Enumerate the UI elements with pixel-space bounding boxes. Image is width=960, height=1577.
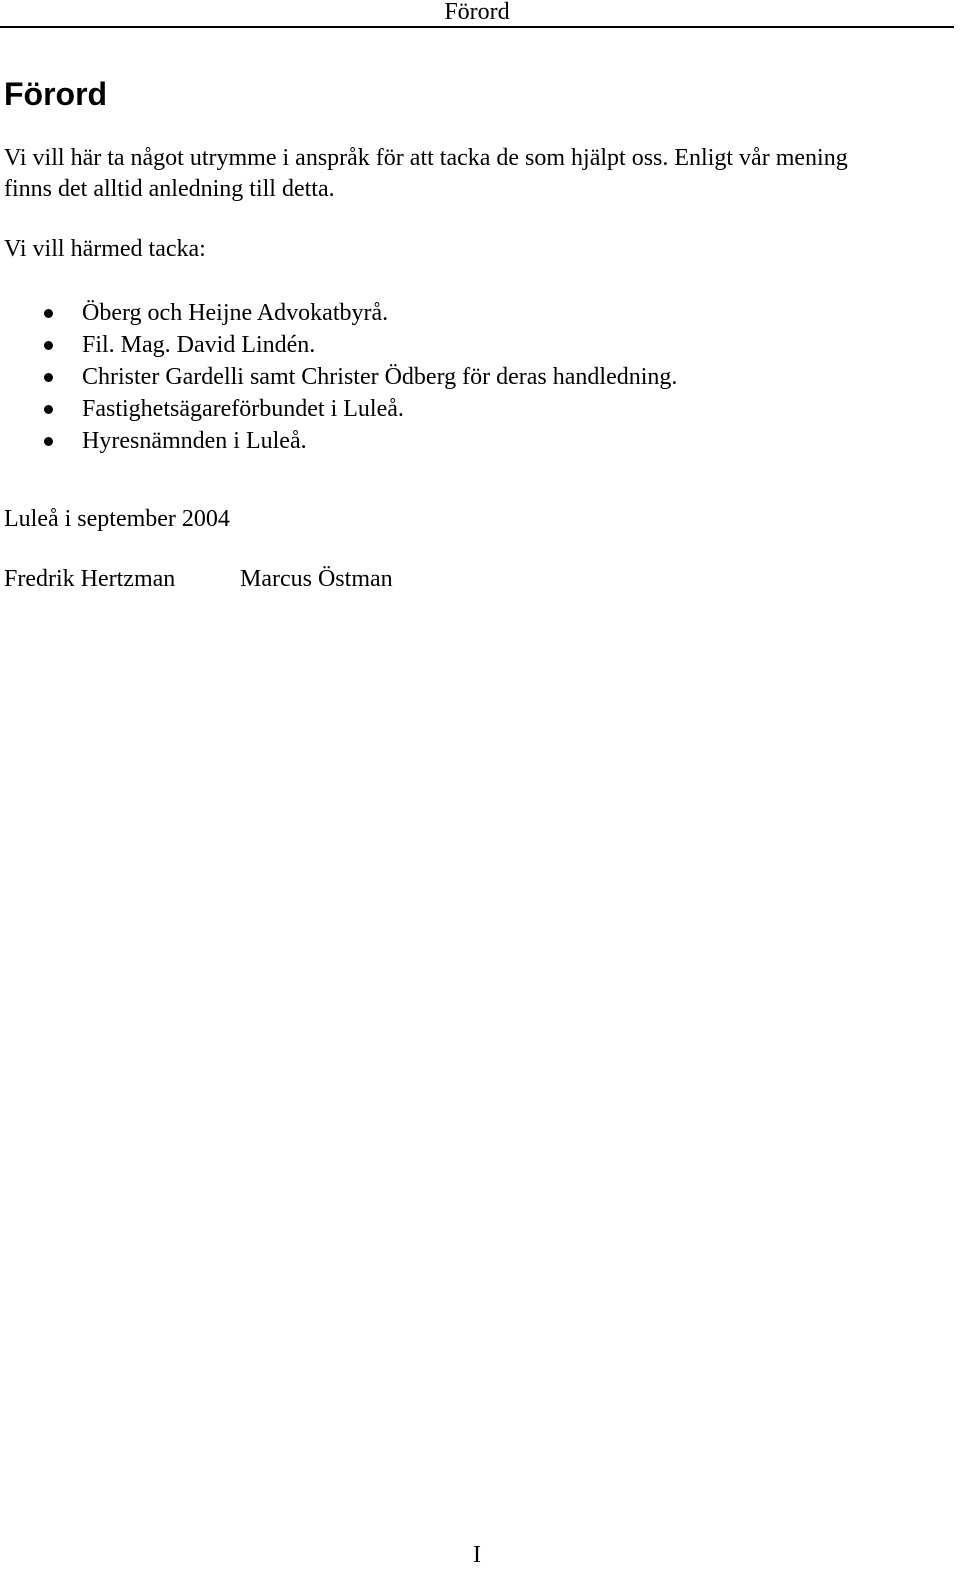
bullet-icon bbox=[44, 405, 53, 414]
thanks-list bbox=[0, 297, 677, 457]
intro-line: Vi vill här ta något utrymme i anspråk för att tacka de som hjälpt oss. Enligt vår mening bbox=[4, 145, 848, 171]
list-item bbox=[0, 393, 677, 425]
bullet-icon bbox=[44, 437, 53, 446]
header-rule bbox=[0, 26, 954, 28]
place-date: Luleå i september 2004 bbox=[4, 506, 230, 532]
list-item bbox=[0, 425, 677, 457]
list-item-label: Christer Gardelli samt Christer Ödberg för deras handledning. bbox=[82, 364, 678, 390]
thanks-lead: Vi vill härmed tacka: bbox=[4, 236, 206, 262]
bullet-icon bbox=[44, 373, 53, 382]
running-header: Förord bbox=[444, 0, 510, 25]
intro-line: finns det alltid anledning till detta. bbox=[4, 176, 335, 202]
list-item-label: Fil. Mag. David Lindén. bbox=[82, 332, 316, 358]
bullet-icon bbox=[44, 309, 53, 318]
bullet-icon bbox=[44, 341, 53, 350]
list-item bbox=[0, 361, 677, 393]
list-item-label: Fastighetsägareförbundet i Luleå. bbox=[82, 396, 404, 422]
list-item bbox=[0, 329, 677, 361]
signature-name: Fredrik Hertzman bbox=[4, 566, 176, 592]
page-title: Förord bbox=[4, 76, 108, 112]
list-item-label: Öberg och Heijne Advokatbyrå. bbox=[82, 300, 389, 326]
list-item-label: Hyresnämnden i Luleå. bbox=[82, 428, 307, 454]
page-number: I bbox=[473, 1542, 481, 1568]
list-item bbox=[0, 297, 677, 329]
signature-name: Marcus Östman bbox=[240, 566, 393, 592]
intro-paragraph bbox=[4, 143, 848, 205]
